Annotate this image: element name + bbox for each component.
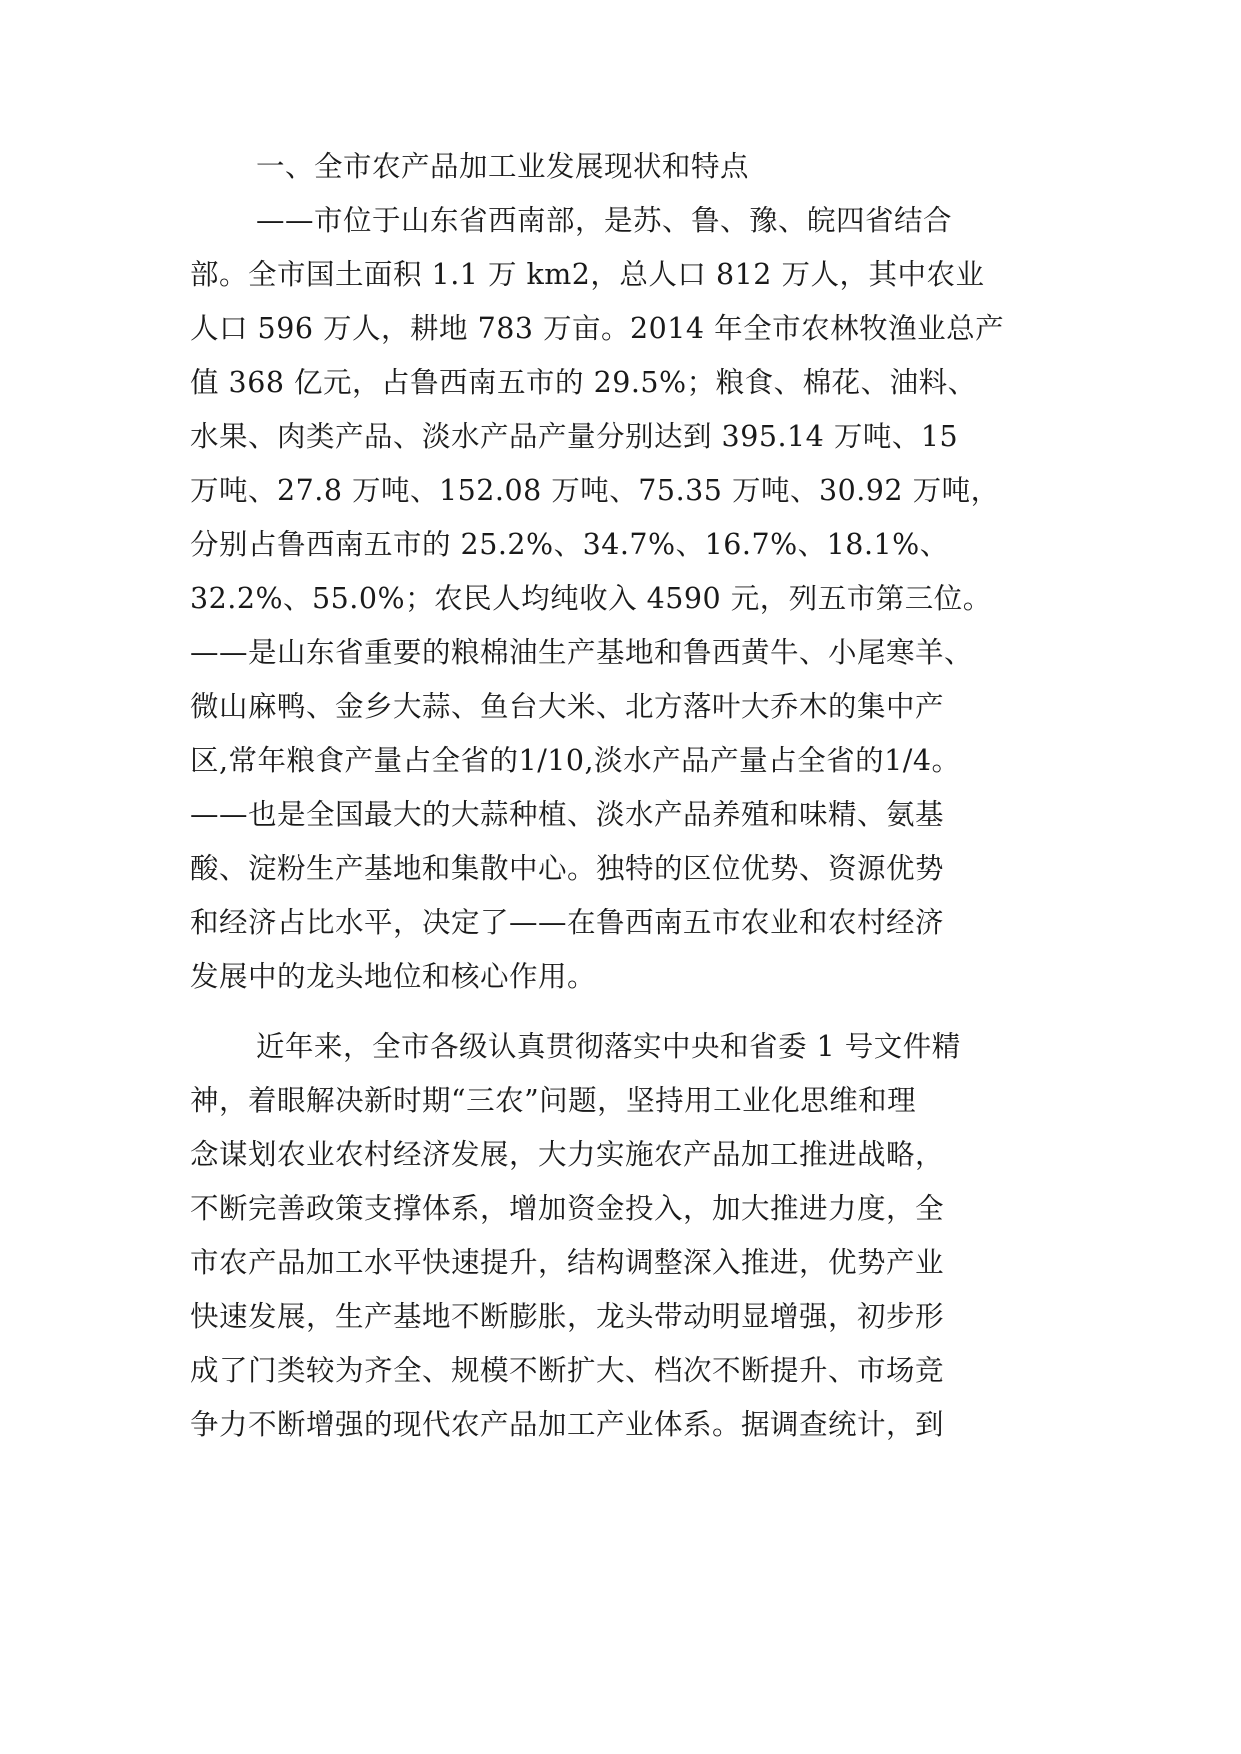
paragraph-line: ——市位于山东省西南部，是苏、鲁、豫、皖四省结合 xyxy=(256,204,953,237)
section-heading: 一、全市农产品加工业发展现状和特点 xyxy=(256,150,750,183)
paragraph-line: 市农产品加工水平快速提升，结构调整深入推进，优势产业 xyxy=(190,1246,945,1279)
paragraph-line: ——也是全国最大的大蒜种植、淡水产品养殖和味精、氨基 xyxy=(190,798,945,831)
paragraph-line: 不断完善政策支撑体系，增加资金投入，加大推进力度，全 xyxy=(190,1192,945,1225)
paragraph-line: ——是山东省重要的粮棉油生产基地和鲁西黄牛、小尾寒羊、 xyxy=(190,636,974,669)
paragraph-line: 发展中的龙头地位和核心作用。 xyxy=(190,960,597,993)
paragraph-line: 争力不断增强的现代农产品加工产业体系。据调查统计，到 xyxy=(190,1408,945,1441)
paragraph-line: 32.2%、55.0%；农民人均纯收入 4590 元，列五市第三位。 xyxy=(190,582,992,615)
paragraph-line: 分别占鲁西南五市的 25.2%、34.7%、16.7%、18.1%、 xyxy=(190,528,949,561)
paragraph-line: 区,常年粮食产量占全省的1/10,淡水产品产量占全省的1/4。 xyxy=(190,744,961,777)
paragraph-line: 万吨、27.8 万吨、152.08 万吨、75.35 万吨、30.92 万吨， xyxy=(190,474,1000,507)
paragraph-line: 快速发展，生产基地不断膨胀，龙头带动明显增强，初步形 xyxy=(190,1300,945,1333)
paragraph-line: 微山麻鸭、金乡大蒜、鱼台大米、北方落叶大乔木的集中产 xyxy=(190,690,945,723)
paragraph-line: 值 368 亿元，占鲁西南五市的 29.5%；粮食、棉花、油料、 xyxy=(190,366,977,399)
paragraph-line: 念谋划农业农村经济发展，大力实施农产品加工推进战略， xyxy=(190,1138,945,1171)
paragraph-line: 和经济占比水平，决定了——在鲁西南五市农业和农村经济 xyxy=(190,906,945,939)
paragraph-line: 近年来，全市各级认真贯彻落实中央和省委 1 号文件精 xyxy=(256,1030,961,1063)
paragraph-line: 成了门类较为齐全、规模不断扩大、档次不断提升、市场竞 xyxy=(190,1354,945,1387)
paragraph-line: 部。全市国土面积 1.1 万 km2，总人口 812 万人，其中农业 xyxy=(190,258,985,291)
paragraph-line: 神，着眼解决新时期“三农”问题，坚持用工业化思维和理 xyxy=(190,1084,917,1117)
paragraph-line: 酸、淀粉生产基地和集散中心。独特的区位优势、资源优势 xyxy=(190,852,945,885)
paragraph-line: 水果、肉类产品、淡水产品产量分别达到 395.14 万吨、15 xyxy=(190,420,959,453)
paragraph-line: 人口 596 万人，耕地 783 万亩。2014 年全市农林牧渔业总产 xyxy=(190,312,1005,345)
